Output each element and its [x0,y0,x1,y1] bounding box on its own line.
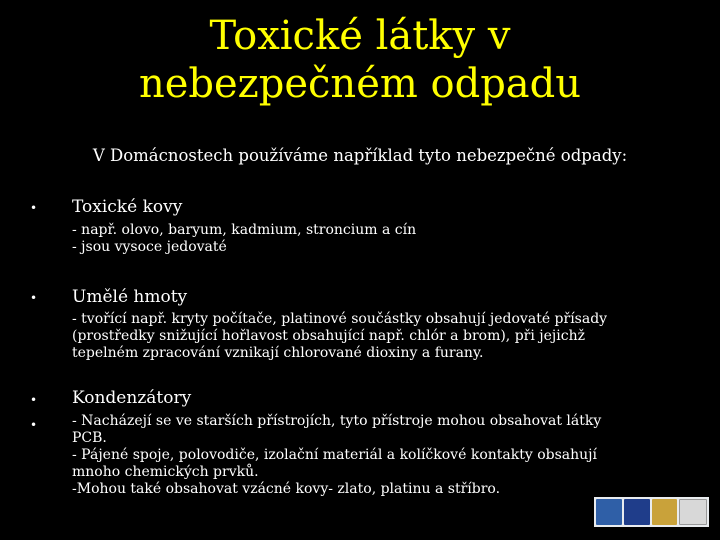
body-line: (prostředky snižující hořlavost obsahující např. chlór a brom), při jejichž [72,328,585,344]
section-heading-toxic-metals: Toxické kovy [72,197,183,217]
body-line: - tvořící např. kryty počítače, platinové součástky obsahují jedovaté přísady [72,311,608,327]
body-line: - Pájené spoje, polovodiče, izolační materiál a kolíčkové kontakty obsahují [72,447,597,463]
body-line: - Nacházejí se ve starších přístrojích, tyto přístroje mohou obsahovat látky [72,413,602,429]
section-body-toxic-metals [72,222,416,256]
body-line: - např. olovo, baryum, kadmium, stroncium a cín [72,222,417,238]
slide-title [0,12,720,108]
body-line: PCB. [72,430,107,446]
body-line: - jsou vysoce jedovaté [72,239,227,255]
section-body-plastics [72,311,607,362]
bullet-icon: • [30,291,38,305]
body-line: mnoho chemických prvků. [72,464,259,480]
intro-text: V Domácnostech používáme například tyto nebezpečné odpady: [92,146,628,165]
title-line-1: Toxické látky v [209,13,511,59]
title-line-2: nebezpečném odpadu [138,61,582,107]
body-line: -Mohou také obsahovat vzácné kovy- zlato, platinu a stříbro. [72,481,501,497]
sponsor-logos [594,497,709,527]
section-heading-plastics: Umělé hmoty [72,287,188,307]
op-logo-icon [679,499,707,525]
esf-logo-icon [596,499,622,525]
body-line: tepelném zpracování vznikají chlorované dioxiny a furany. [72,345,484,361]
section-body-capacitors [72,413,601,498]
ministry-logo-icon [652,499,678,525]
eu-flag-icon [624,499,650,525]
section-heading-capacitors: Kondenzátory [72,388,192,408]
bullet-icon: • [30,201,38,215]
bullet-icon: • [30,418,38,432]
bullet-icon: • [30,393,38,407]
